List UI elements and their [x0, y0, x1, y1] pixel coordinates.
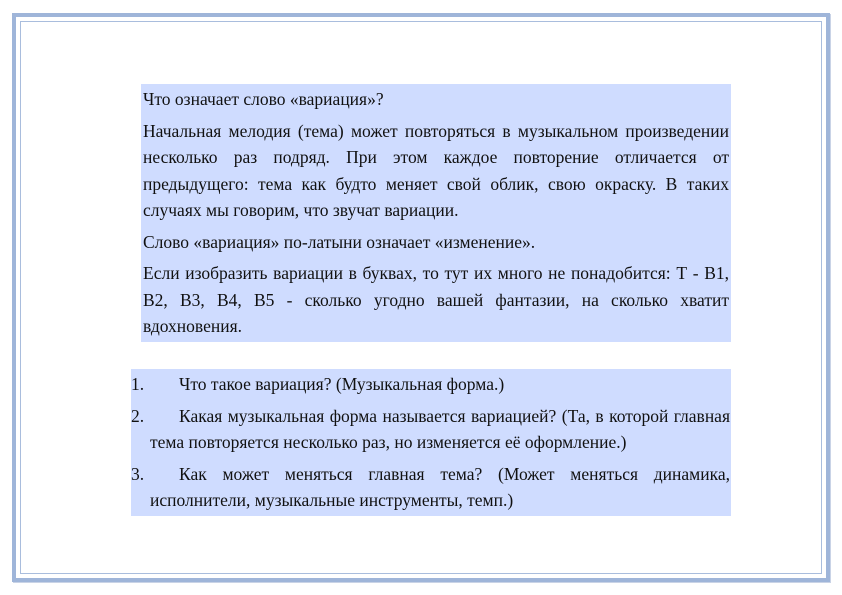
list-number: 3. [131, 463, 145, 484]
list-item [131, 371, 730, 398]
list-number: 1. [131, 374, 145, 394]
list-text: Как может меняться главная тема? (Может меняться динамика, исполнители, музыкальные инструменты, темп.) [150, 463, 730, 510]
list-item [131, 461, 730, 514]
text-block [141, 84, 731, 342]
question-list [131, 369, 731, 516]
paragraph-latin: Слово «вариация» по-латыни означает «изменение». [143, 231, 536, 252]
list-text: Какая музыкальная форма называется вариацией? (Та, в которой главная тема повторяется несколько раз, но изменяется её оформление.) [150, 405, 730, 452]
list-number: 2. [131, 405, 145, 426]
paragraph-question: Что означает слово «вариация»? [143, 89, 384, 109]
list-text: Что такое вариация? (Музыкальная форма.) [179, 374, 505, 394]
paragraph-definition: Начальная мелодия (тема) может повторяться в музыкальном произведении несколько раз подряд. При этом каждое повторение отличается от предыдущего: тема как будто меняет свой облик, свою окраску. В таких случаях мы говорим, что звучат вариации. [143, 120, 729, 220]
paragraph-letters: Если изобразить вариации в буквах, то тут их много не понадобится: Т - В1, В2, В3, В4, В5 - сколько угодно вашей фантазии, на сколько хватит вдохновения. [143, 263, 729, 336]
list-item [131, 403, 730, 456]
